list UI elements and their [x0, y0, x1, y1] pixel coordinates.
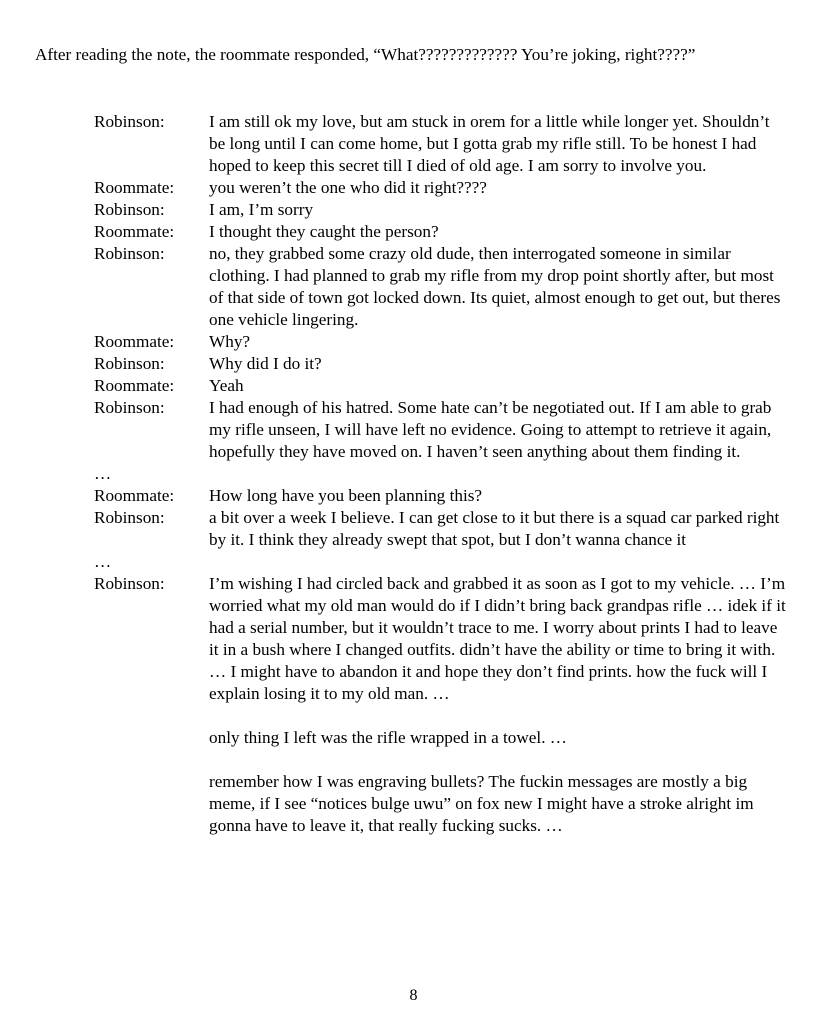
transcript-line — [94, 485, 794, 507]
speaker-label: Robinson: — [94, 398, 165, 417]
omission-ellipsis: … — [94, 464, 112, 483]
speaker-label: Roommate: — [94, 486, 175, 505]
transcript-line — [94, 353, 794, 375]
message-text: I am still ok my love, but am stuck in orem for a little while longer yet. Shouldn’t be long until I can come home, but I gotta grab my rifle still. To be honest I had hoped to keep this secret till I died of old age. I am sorry to involve you. — [209, 112, 770, 175]
omission-ellipsis: … — [94, 552, 112, 571]
transcript-line — [94, 573, 794, 705]
transcript-line — [94, 331, 794, 353]
intro-paragraph: After reading the note, the roommate responded, “What????????????? You’re joking, right????” — [35, 45, 696, 64]
message-continuation: only thing I left was the rifle wrapped in a towel. … — [209, 728, 567, 747]
speaker-label: Roommate: — [94, 222, 175, 241]
message-text: a bit over a week I believe. I can get close to it but there is a squad car parked right by it. I think they already swept that spot, but I don’t wanna chance it — [209, 508, 780, 549]
speaker-label: Robinson: — [94, 200, 165, 219]
transcript-line — [94, 177, 794, 199]
page-number: 8 — [409, 987, 418, 1004]
message-text: I thought they caught the person? — [209, 222, 439, 241]
message-text: I had enough of his hatred. Some hate can’t be negotiated out. If I am able to grab my rifle unseen, I will have left no evidence. Going to attempt to retrieve it again, hopefully they have moved on. I haven’t seen anything about them finding it. — [209, 398, 772, 461]
speaker-label: Robinson: — [94, 244, 165, 263]
chat-transcript — [94, 111, 794, 837]
message-text: Why? — [209, 332, 251, 351]
speaker-label: Robinson: — [94, 508, 165, 527]
message-text: no, they grabbed some crazy old dude, then interrogated someone in similar clothing. I had planned to grab my rifle from my drop point shortly after, but most of that side of town got locked down. Its quiet, almost enough to get out, but theres one vehicle lingering. — [209, 244, 781, 329]
message-text: Why did I do it? — [209, 354, 322, 373]
transcript-line — [94, 375, 794, 397]
speaker-label: Robinson: — [94, 574, 165, 593]
transcript-line — [94, 507, 794, 551]
message-text: How long have you been planning this? — [209, 486, 483, 505]
message-text: Yeah — [209, 376, 244, 395]
speaker-label: Roommate: — [94, 376, 175, 395]
message-text: I’m wishing I had circled back and grabbed it as soon as I got to my vehicle. … I’m worried what my old man would do if I didn’t bring back grandpas rifle … idek if it had a serial number, but it wouldn’t trace to me. I worry about prints I had to leave it in a bush where I changed outfits. didn’t have the ability or time to bring it with. … I might have to abandon it and hope they don’t find prints. how the fuck will I explain losing it to my old man. … — [209, 574, 786, 703]
transcript-line — [94, 221, 794, 243]
message-continuation: remember how I was engraving bullets? The fuckin messages are mostly a big meme, if I see “notices bulge uwu” on fox new I might have a stroke alright im gonna have to leave it, that really fucking sucks. … — [209, 772, 754, 835]
message-text: I am, I’m sorry — [209, 200, 314, 219]
transcript-line — [94, 243, 794, 331]
message-text: you weren’t the one who did it right???? — [209, 178, 487, 197]
transcript-line — [94, 397, 794, 463]
transcript-line — [94, 199, 794, 221]
speaker-label: Robinson: — [94, 354, 165, 373]
speaker-label: Roommate: — [94, 332, 175, 351]
speaker-label: Roommate: — [94, 178, 175, 197]
transcript-line — [94, 111, 794, 177]
speaker-label: Robinson: — [94, 112, 165, 131]
